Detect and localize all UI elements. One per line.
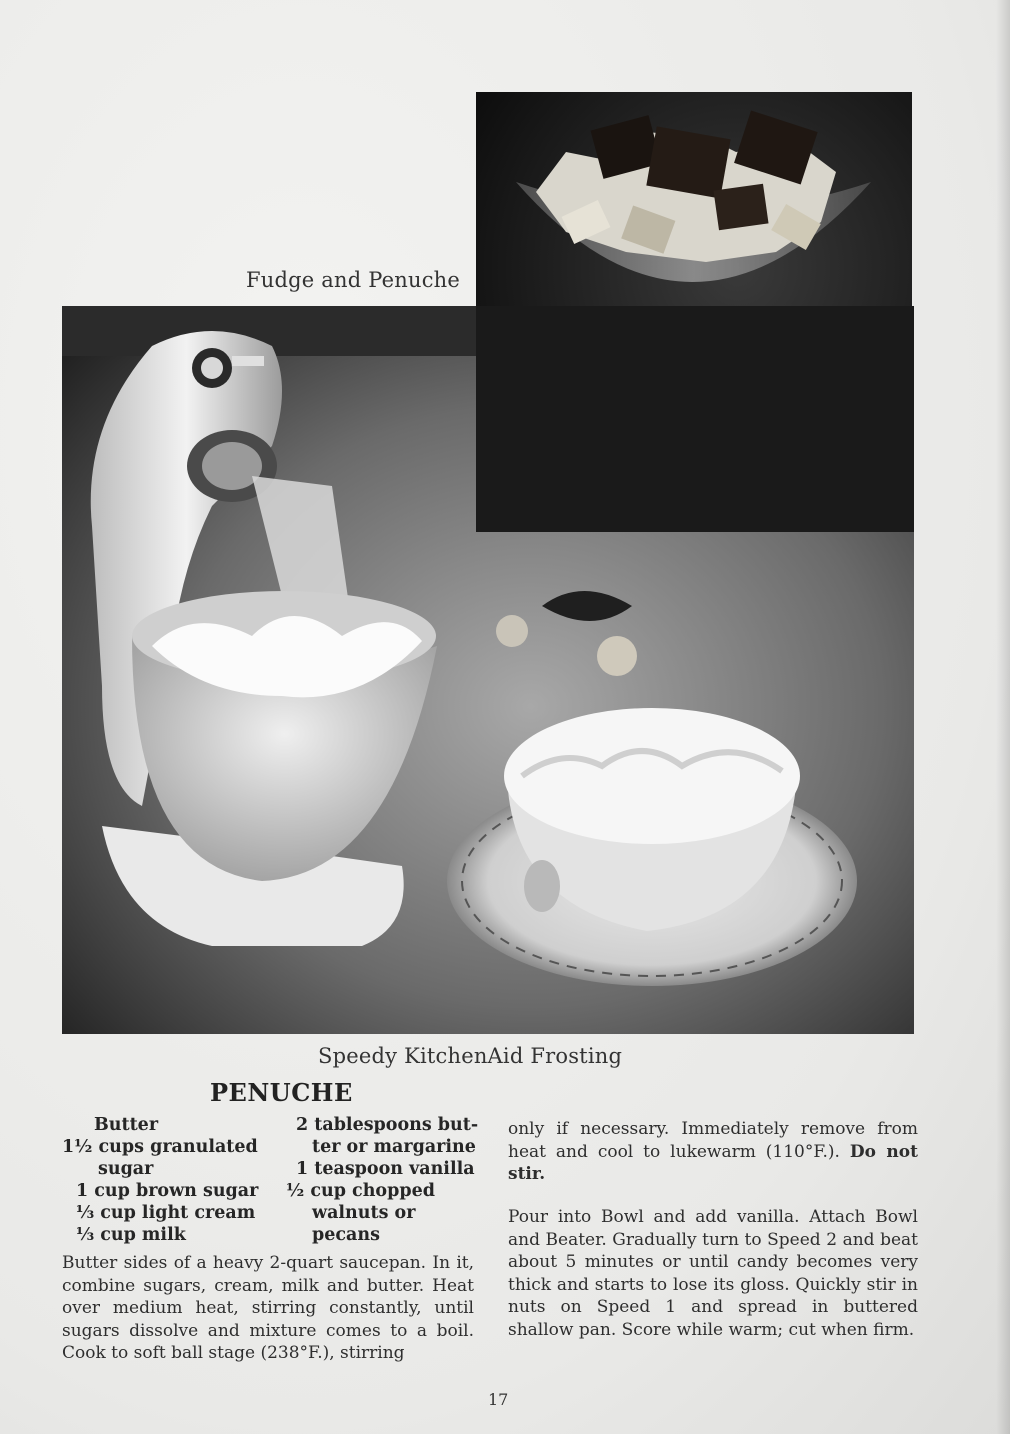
- page-edge-shadow: [996, 0, 1010, 1434]
- recipe-title: PENUCHE: [210, 1078, 353, 1107]
- ingredient-line: ⅓ cup milk: [76, 1225, 186, 1245]
- ingredient-line: 1 cup brown sugar: [76, 1181, 259, 1201]
- directions-paragraph-1: Butter sides of a heavy 2-quart saucepan. In it, combine sugars, cream, milk and butter. Heat over medium heat, stirring constantly, until sugars dissolve and mixture comes to a boil. Cook to soft ball stage (238°F.), stirring: [62, 1253, 474, 1363]
- directions-paragraph-3: Pour into Bowl and add vanilla. Attach Bowl and Beater. Gradually turn to Speed 2 and beat about 5 minutes or until candy becomes very thick and starts to lose its gloss. Quickly stir in nuts on Speed 1 and spread in buttered shallow pan. Score while warm; cut when firm.: [508, 1207, 918, 1340]
- ingredient-line: 1½ cups granulated: [62, 1137, 258, 1157]
- page-number: 17: [488, 1390, 509, 1409]
- photo-mixer-and-frosted-cake: [62, 306, 914, 1034]
- directions-do-not-stir: Do not stir.: [508, 1141, 918, 1184]
- ingredient-line: 2 tablespoons but-: [296, 1115, 479, 1135]
- ingredient-line: 1 teaspoon vanilla: [296, 1159, 475, 1179]
- directions-paragraph-2-text: only if necessary. Immediately remove from heat and cool to lukewarm (110°F.).: [508, 1119, 918, 1162]
- ingredient-line: sugar: [98, 1159, 154, 1179]
- directions-paragraph-2: [508, 1118, 918, 1186]
- ingredient-line: ter or margarine: [312, 1137, 476, 1157]
- caption-fudge-and-penuche: Fudge and Penuche: [246, 268, 461, 292]
- ingredient-line: ½ cup chopped: [286, 1181, 435, 1201]
- caption-speedy-kitchenaid-frosting: Speedy KitchenAid Frosting: [318, 1044, 623, 1068]
- ingredient-line: Butter: [94, 1115, 159, 1135]
- ingredient-line: walnuts or: [312, 1203, 416, 1223]
- ingredient-line: pecans: [312, 1225, 380, 1245]
- ingredient-line: ⅓ cup light cream: [76, 1203, 256, 1223]
